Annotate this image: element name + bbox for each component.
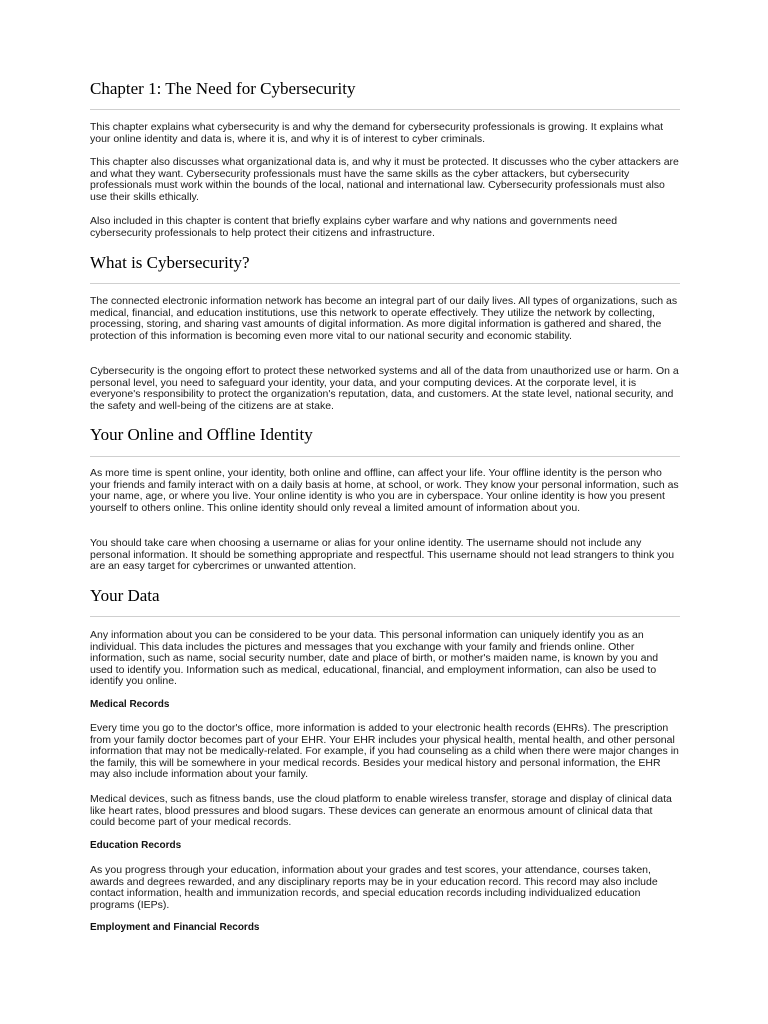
chapter-paragraph: This chapter also discusses what organizational data is, and why it must be protected. It discusses who the cyber attackers are and what they want. Cybersecurity professionals must have the same skills as the cyber attackers, but cybersecurity professionals must work within the bounds of the local, national and international law. Cybersecurity professionals must also use their skills ethically. [90, 156, 679, 203]
chapter-title: Chapter 1: The Need for Cybersecurity [90, 79, 356, 98]
section-divider [90, 283, 680, 284]
chapter-paragraph: This chapter explains what cybersecurity is and why the demand for cybersecurity professionals is growing. It explains what your online identity and data is, where it is, and why it is of interest to cyber criminals. [90, 121, 664, 145]
section-heading-your-data: Your Data [90, 586, 160, 605]
section-paragraph: The connected electronic information network has become an integral part of our daily lives. All types of organizations, such as medical, financial, and education institutions, use this network to operate effectively. They utilize the network by collecting, processing, storing, and sharing vast amounts of digital information. As more digital information is gathered and shared, the protection of this information is becoming even more vital to our national security and economic stability. [90, 295, 678, 342]
section-heading-identity: Your Online and Offline Identity [90, 425, 313, 444]
section-divider [90, 616, 680, 617]
section-paragraph: You should take care when choosing a username or alias for your online identity. The username should not include any personal information. It should be something appropriate and respectful. This username should not lead strangers to think you are an easy target for cybercrimes or unwanted attention. [90, 537, 675, 573]
subheading-education-records: Education Records [90, 840, 182, 851]
section-paragraph: Medical devices, such as fitness bands, use the cloud platform to enable wireless transfer, storage and display of clinical data like heart rates, blood pressures and blood sugars. These devices can generate an enormous amount of clinical data that could become part of your medical records. [90, 793, 672, 829]
section-divider [90, 109, 680, 110]
subheading-medical-records: Medical Records [90, 699, 170, 710]
section-paragraph: As more time is spent online, your identity, both online and offline, can affect your life. Your offline identity is the person who your friends and family interact with on a daily basis at home, at school, or work. They know your personal information, such as your name, age, or where you live. Your online identity is who you are in cyberspace. Your online identity is how you present yourself to others online. This online identity should only reveal a limited amount of information about you. [90, 467, 679, 514]
chapter-paragraph: Also included in this chapter is content that briefly explains cyber warfare and why nations and governments need cybersecurity professionals to help protect their citizens and infrastructure. [90, 215, 618, 239]
section-paragraph: Any information about you can be considered to be your data. This personal information can uniquely identify you as an individual. This data includes the pictures and messages that you exchange with your family and friends online. Other information, such as name, social security number, date and place of birth, or mother's maiden name, is known by you and used to identify you. Information such as medical, educational, financial, and employment information, can also be used to identify you online. [90, 629, 659, 688]
section-paragraph: Cybersecurity is the ongoing effort to protect these networked systems and all of the data from unauthorized use or harm. On a personal level, you need to safeguard your identity, your data, and your computing devices. At the corporate level, it is everyone's responsibility to protect the organization's reputation, data, and customers. At the state level, national security, and the safety and well-being of the citizens are at stake. [90, 365, 679, 412]
section-divider [90, 456, 680, 457]
section-paragraph: Every time you go to the doctor's office, more information is added to your electronic health records (EHRs). The prescription from your family doctor becomes part of your EHR. Your EHR includes your physical health, mental health, and other personal information that may not be medically-related. For example, if you had counseling as a child when there were major changes in the family, this will be somewhere in your medical records. Besides your medical history and personal information, the EHR may also include information about your family. [90, 722, 679, 781]
section-paragraph: As you progress through your education, information about your grades and test scores, your attendance, courses taken, awards and degrees rewarded, and any disciplinary reports may be in your education record. This record may also include contact information, health and immunization records, and special education records including individualized education programs (IEPs). [90, 864, 658, 911]
subheading-employment-financial-records: Employment and Financial Records [90, 922, 260, 933]
section-heading-what-is-cybersecurity: What is Cybersecurity? [90, 253, 250, 272]
